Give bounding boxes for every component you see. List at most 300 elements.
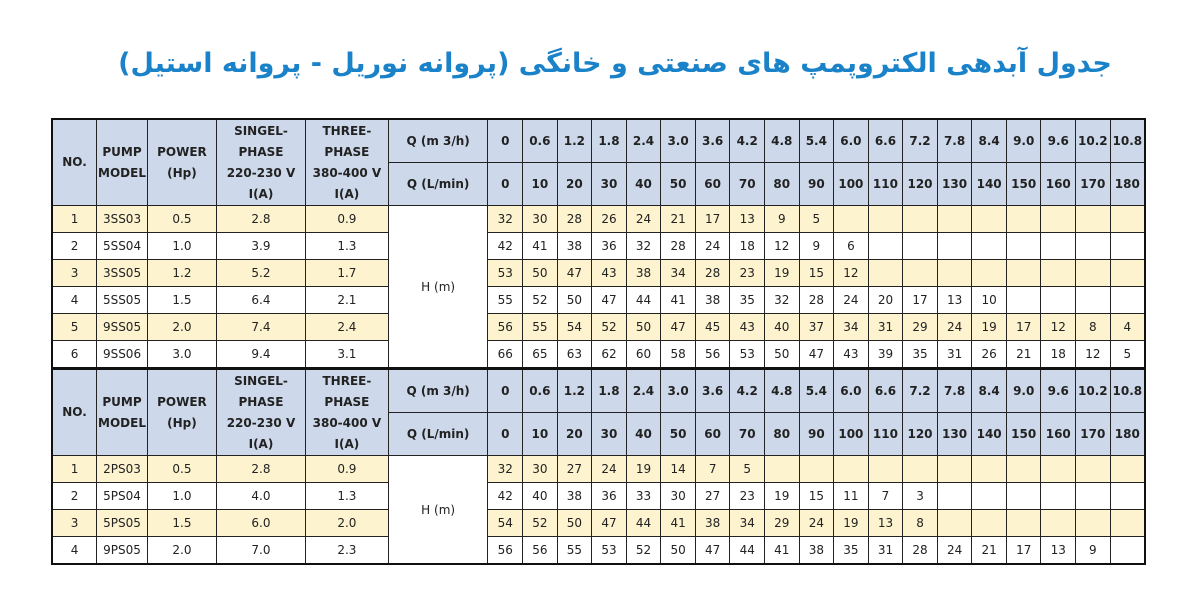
- flow-m3h-cell: 6.6: [868, 119, 903, 163]
- flow-m3h-cell: 1.2: [557, 119, 592, 163]
- flow-lmin-cell: 80: [764, 163, 799, 206]
- head-value-cell: [972, 483, 1007, 510]
- flow-lmin-cell: 60: [695, 163, 730, 206]
- head-value-cell: [972, 456, 1007, 483]
- head-value-cell: 28: [903, 537, 938, 565]
- flow-m3h-cell: 7.2: [903, 369, 938, 413]
- head-value-cell: 7: [868, 483, 903, 510]
- flow-m3h-cell: 6.6: [868, 369, 903, 413]
- flow-lmin-cell: 160: [1041, 163, 1076, 206]
- flow-m3h-cell: 6.0: [834, 369, 869, 413]
- head-value-cell: [868, 206, 903, 233]
- col-header-single-phase: [216, 119, 305, 206]
- head-value-cell: [972, 260, 1007, 287]
- flow-m3h-cell: 0: [488, 119, 523, 163]
- head-value-cell: 43: [834, 341, 869, 369]
- head-value-cell: 55: [488, 287, 523, 314]
- three-phase-current-cell: 1.7: [306, 260, 389, 287]
- head-value-cell: 5: [799, 206, 834, 233]
- col-header-line: 380-400 V: [312, 165, 382, 180]
- head-value-cell: 5: [730, 456, 765, 483]
- head-value-cell: 38: [557, 233, 592, 260]
- head-value-cell: 37: [799, 314, 834, 341]
- flow-lmin-cell: 70: [730, 163, 765, 206]
- single-phase-current-cell: 9.4: [216, 341, 305, 369]
- head-value-cell: [903, 206, 938, 233]
- head-value-cell: 8: [1076, 314, 1111, 341]
- pump-model-cell: 2PS03: [97, 456, 148, 483]
- flow-m3h-cell: 3.6: [695, 119, 730, 163]
- head-value-cell: 43: [730, 314, 765, 341]
- head-value-cell: 24: [626, 206, 661, 233]
- flow-m3h-cell: 8.4: [972, 119, 1007, 163]
- head-value-cell: 13: [730, 206, 765, 233]
- col-header-line: THREE-: [322, 373, 372, 388]
- flow-lmin-cell: 100: [834, 163, 869, 206]
- head-value-cell: 56: [695, 341, 730, 369]
- power-hp-cell: 3.0: [147, 341, 216, 369]
- head-value-cell: 8: [903, 510, 938, 537]
- head-value-cell: 65: [523, 341, 558, 369]
- flow-lmin-cell: 130: [937, 163, 972, 206]
- single-phase-current-cell: 7.4: [216, 314, 305, 341]
- power-hp-cell: 0.5: [147, 456, 216, 483]
- table-row: [52, 314, 1145, 341]
- head-value-cell: 29: [764, 510, 799, 537]
- col-header-line: 220-230 V: [226, 165, 296, 180]
- table-row: [52, 287, 1145, 314]
- head-value-cell: 14: [661, 456, 696, 483]
- head-value-cell: 41: [764, 537, 799, 565]
- head-value-cell: 26: [972, 341, 1007, 369]
- row-header-q-lmin-text: Q (L/min): [406, 426, 470, 441]
- col-header-line: PHASE: [324, 144, 370, 159]
- flow-m3h-cell: 3.0: [661, 119, 696, 163]
- head-value-cell: [1006, 206, 1041, 233]
- head-value-cell: [1110, 510, 1145, 537]
- col-header-line: I(A): [248, 186, 274, 201]
- pump-model-cell: 9SS06: [97, 341, 148, 369]
- power-hp-cell: 1.5: [147, 510, 216, 537]
- single-phase-current-cell: 6.4: [216, 287, 305, 314]
- power-hp-cell: 1.0: [147, 483, 216, 510]
- power-hp-cell: 2.0: [147, 537, 216, 565]
- head-value-cell: [1076, 510, 1111, 537]
- head-value-cell: 50: [764, 341, 799, 369]
- single-phase-current-cell: 7.0: [216, 537, 305, 565]
- flow-m3h-cell: 1.8: [592, 369, 627, 413]
- col-header-line: (Hp): [167, 165, 197, 180]
- col-header-power: [147, 369, 216, 456]
- table-row: [52, 233, 1145, 260]
- row-header-q-m3h-text: Q (m 3/h): [406, 383, 470, 398]
- head-value-cell: 53: [488, 260, 523, 287]
- flow-lmin-cell: 130: [937, 413, 972, 456]
- head-value-cell: 60: [626, 341, 661, 369]
- head-value-cell: [1041, 287, 1076, 314]
- flow-m3h-cell: 10.8: [1110, 119, 1145, 163]
- row-no-cell: 2: [52, 233, 97, 260]
- head-value-cell: [937, 510, 972, 537]
- col-header-line: PHASE: [324, 394, 370, 409]
- head-value-cell: 50: [661, 537, 696, 565]
- pump-model-cell: 5SS05: [97, 287, 148, 314]
- head-value-cell: 50: [557, 287, 592, 314]
- performance-table-ps: [51, 368, 1146, 565]
- flow-lmin-cell: 150: [1006, 163, 1041, 206]
- flow-lmin-cell: 180: [1110, 413, 1145, 456]
- flow-m3h-cell: 9.6: [1041, 369, 1076, 413]
- flow-lmin-cell: 140: [972, 163, 1007, 206]
- flow-m3h-cell: 4.2: [730, 119, 765, 163]
- col-header-line: THREE-: [322, 123, 372, 138]
- head-value-cell: [1076, 483, 1111, 510]
- head-value-cell: 41: [661, 287, 696, 314]
- head-label-text: H (m): [421, 502, 456, 517]
- flow-lmin-cell: 50: [661, 413, 696, 456]
- head-value-cell: 28: [557, 206, 592, 233]
- col-header-line: 380-400 V: [312, 415, 382, 430]
- row-no-cell: 3: [52, 260, 97, 287]
- head-value-cell: 28: [661, 233, 696, 260]
- head-value-cell: 52: [592, 314, 627, 341]
- head-value-cell: 56: [488, 314, 523, 341]
- col-header-line: MODEL: [98, 165, 146, 180]
- row-no-cell: 5: [52, 314, 97, 341]
- flow-m3h-cell: 0.6: [523, 369, 558, 413]
- flow-lmin-cell: 120: [903, 163, 938, 206]
- head-value-cell: 38: [799, 537, 834, 565]
- flow-lmin-cell: 100: [834, 413, 869, 456]
- three-phase-current-cell: 0.9: [306, 206, 389, 233]
- head-value-cell: 13: [937, 287, 972, 314]
- head-value-cell: [1076, 206, 1111, 233]
- flow-m3h-cell: 4.8: [764, 369, 799, 413]
- head-value-cell: 7: [695, 456, 730, 483]
- head-value-cell: 41: [661, 510, 696, 537]
- head-value-cell: 44: [626, 510, 661, 537]
- head-value-cell: 36: [592, 483, 627, 510]
- table-row: [52, 510, 1145, 537]
- head-value-cell: 52: [523, 287, 558, 314]
- head-value-cell: 30: [523, 456, 558, 483]
- head-value-cell: 9: [1076, 537, 1111, 565]
- head-value-cell: 44: [730, 537, 765, 565]
- head-value-cell: 24: [937, 537, 972, 565]
- flow-m3h-cell: 10.2: [1076, 119, 1111, 163]
- head-value-cell: 38: [695, 510, 730, 537]
- head-value-cell: 27: [557, 456, 592, 483]
- head-value-cell: [1076, 260, 1111, 287]
- three-phase-current-cell: 1.3: [306, 233, 389, 260]
- header-row-flow-m3h: [52, 369, 1145, 413]
- flow-lmin-cell: 70: [730, 413, 765, 456]
- flow-m3h-cell: 9.0: [1006, 369, 1041, 413]
- head-value-cell: 31: [937, 341, 972, 369]
- head-value-cell: [903, 233, 938, 260]
- head-value-cell: 9: [764, 206, 799, 233]
- head-value-cell: 13: [1041, 537, 1076, 565]
- head-value-cell: 20: [868, 287, 903, 314]
- head-value-cell: [1041, 510, 1076, 537]
- head-value-cell: 53: [730, 341, 765, 369]
- head-label-cell: [388, 456, 488, 565]
- col-header-line: PHASE: [238, 394, 284, 409]
- single-phase-current-cell: 5.2: [216, 260, 305, 287]
- head-value-cell: [1041, 233, 1076, 260]
- head-value-cell: 50: [557, 510, 592, 537]
- head-value-cell: [1110, 456, 1145, 483]
- head-value-cell: 36: [592, 233, 627, 260]
- head-value-cell: [972, 510, 1007, 537]
- head-value-cell: 11: [834, 483, 869, 510]
- head-label-cell: [388, 206, 488, 369]
- row-no-cell: 4: [52, 537, 97, 565]
- head-value-cell: [868, 260, 903, 287]
- head-value-cell: [1006, 233, 1041, 260]
- head-value-cell: [1006, 483, 1041, 510]
- head-value-cell: 32: [626, 233, 661, 260]
- head-value-cell: 9: [799, 233, 834, 260]
- head-value-cell: 35: [834, 537, 869, 565]
- pump-model-cell: 3SS05: [97, 260, 148, 287]
- flow-lmin-cell: 80: [764, 413, 799, 456]
- head-value-cell: 24: [695, 233, 730, 260]
- head-value-cell: 6: [834, 233, 869, 260]
- head-value-cell: 34: [730, 510, 765, 537]
- flow-lmin-cell: 90: [799, 413, 834, 456]
- flow-lmin-cell: 110: [868, 413, 903, 456]
- head-value-cell: [1076, 233, 1111, 260]
- flow-lmin-cell: 180: [1110, 163, 1145, 206]
- flow-m3h-cell: 4.2: [730, 369, 765, 413]
- head-value-cell: 23: [730, 483, 765, 510]
- head-value-cell: 13: [868, 510, 903, 537]
- row-no-cell: 1: [52, 456, 97, 483]
- head-value-cell: 23: [730, 260, 765, 287]
- three-phase-current-cell: 2.3: [306, 537, 389, 565]
- col-header-line: MODEL: [98, 415, 146, 430]
- head-value-cell: [1076, 456, 1111, 483]
- flow-lmin-cell: 170: [1076, 413, 1111, 456]
- flow-m3h-cell: 9.6: [1041, 119, 1076, 163]
- head-value-cell: 35: [730, 287, 765, 314]
- pump-model-cell: 3SS03: [97, 206, 148, 233]
- head-value-cell: [937, 206, 972, 233]
- flow-lmin-cell: 0: [488, 163, 523, 206]
- col-header-line: (Hp): [167, 415, 197, 430]
- head-value-cell: 56: [523, 537, 558, 565]
- head-value-cell: 58: [661, 341, 696, 369]
- head-value-cell: 34: [661, 260, 696, 287]
- head-value-cell: 21: [972, 537, 1007, 565]
- head-value-cell: 62: [592, 341, 627, 369]
- three-phase-current-cell: 2.0: [306, 510, 389, 537]
- head-value-cell: 38: [626, 260, 661, 287]
- head-value-cell: [868, 233, 903, 260]
- head-value-cell: 56: [488, 537, 523, 565]
- head-value-cell: [1110, 206, 1145, 233]
- head-value-cell: 53: [592, 537, 627, 565]
- col-header-pump-model: [97, 119, 148, 206]
- head-value-cell: 19: [972, 314, 1007, 341]
- head-value-cell: 45: [695, 314, 730, 341]
- head-value-cell: 10: [972, 287, 1007, 314]
- head-value-cell: 47: [557, 260, 592, 287]
- flow-m3h-cell: 0: [488, 369, 523, 413]
- table-row: [52, 537, 1145, 565]
- head-value-cell: 50: [523, 260, 558, 287]
- col-header-line: POWER: [157, 144, 207, 159]
- col-header-line: I(A): [334, 436, 360, 451]
- head-value-cell: [937, 260, 972, 287]
- head-value-cell: 35: [903, 341, 938, 369]
- col-header-line: SINGEL-: [234, 123, 288, 138]
- head-value-cell: [1041, 456, 1076, 483]
- head-value-cell: [1006, 287, 1041, 314]
- head-value-cell: [799, 456, 834, 483]
- header-row-flow-m3h: [52, 119, 1145, 163]
- col-header-line: I(A): [334, 186, 360, 201]
- power-hp-cell: 1.2: [147, 260, 216, 287]
- flow-m3h-cell: 7.8: [937, 369, 972, 413]
- row-header-q-lmin-text: Q (L/min): [406, 176, 470, 191]
- head-value-cell: 33: [626, 483, 661, 510]
- single-phase-current-cell: 4.0: [216, 483, 305, 510]
- flow-lmin-cell: 10: [523, 163, 558, 206]
- head-label-text: H (m): [421, 279, 456, 294]
- head-value-cell: 15: [799, 260, 834, 287]
- head-value-cell: 15: [799, 483, 834, 510]
- head-value-cell: [868, 456, 903, 483]
- col-header-line: I(A): [248, 436, 274, 451]
- head-value-cell: [764, 456, 799, 483]
- head-value-cell: 30: [661, 483, 696, 510]
- single-phase-current-cell: 2.8: [216, 206, 305, 233]
- head-value-cell: 32: [488, 206, 523, 233]
- head-value-cell: 5: [1110, 341, 1145, 369]
- row-no-cell: 1: [52, 206, 97, 233]
- head-value-cell: [1110, 260, 1145, 287]
- head-value-cell: 21: [661, 206, 696, 233]
- head-value-cell: [1041, 260, 1076, 287]
- head-value-cell: [1006, 260, 1041, 287]
- col-header-single-phase: [216, 369, 305, 456]
- head-value-cell: [834, 206, 869, 233]
- flow-m3h-cell: 9.0: [1006, 119, 1041, 163]
- flow-lmin-cell: 50: [661, 163, 696, 206]
- row-header-q-m3h-text: Q (m 3/h): [406, 133, 470, 148]
- three-phase-current-cell: 2.1: [306, 287, 389, 314]
- head-value-cell: [1041, 206, 1076, 233]
- table-row: [52, 260, 1145, 287]
- three-phase-current-cell: 0.9: [306, 456, 389, 483]
- head-value-cell: 12: [764, 233, 799, 260]
- flow-lmin-cell: 40: [626, 163, 661, 206]
- flow-m3h-cell: 0.6: [523, 119, 558, 163]
- flow-m3h-cell: 2.4: [626, 369, 661, 413]
- power-hp-cell: 0.5: [147, 206, 216, 233]
- single-phase-current-cell: 2.8: [216, 456, 305, 483]
- row-no-cell: 6: [52, 341, 97, 369]
- col-header-line: PHASE: [238, 144, 284, 159]
- flow-m3h-cell: 1.8: [592, 119, 627, 163]
- performance-table-ss: [51, 118, 1146, 369]
- flow-lmin-cell: 10: [523, 413, 558, 456]
- head-value-cell: [1041, 483, 1076, 510]
- pump-model-cell: 9SS05: [97, 314, 148, 341]
- flow-m3h-cell: 2.4: [626, 119, 661, 163]
- table-row: [52, 456, 1145, 483]
- flow-m3h-cell: 5.4: [799, 369, 834, 413]
- flow-m3h-cell: 8.4: [972, 369, 1007, 413]
- row-header-q-m3h: [388, 369, 488, 413]
- head-value-cell: 32: [488, 456, 523, 483]
- head-value-cell: 31: [868, 537, 903, 565]
- head-value-cell: 66: [488, 341, 523, 369]
- flow-m3h-cell: 7.8: [937, 119, 972, 163]
- head-value-cell: 52: [523, 510, 558, 537]
- head-value-cell: 47: [592, 287, 627, 314]
- head-value-cell: [937, 233, 972, 260]
- head-value-cell: [903, 260, 938, 287]
- head-value-cell: 32: [764, 287, 799, 314]
- head-value-cell: 19: [626, 456, 661, 483]
- flow-m3h-cell: 3.6: [695, 369, 730, 413]
- col-header-pump-model: [97, 369, 148, 456]
- head-value-cell: 3: [903, 483, 938, 510]
- row-no-cell: 4: [52, 287, 97, 314]
- head-value-cell: 17: [1006, 314, 1041, 341]
- head-value-cell: [937, 483, 972, 510]
- flow-lmin-cell: 30: [592, 413, 627, 456]
- col-header-power: [147, 119, 216, 206]
- head-value-cell: [1076, 287, 1111, 314]
- power-hp-cell: 1.5: [147, 287, 216, 314]
- col-header-line: SINGEL-: [234, 373, 288, 388]
- table-row: [52, 206, 1145, 233]
- col-header-no: [52, 369, 97, 456]
- head-value-cell: 24: [937, 314, 972, 341]
- head-value-cell: 30: [523, 206, 558, 233]
- head-value-cell: 52: [626, 537, 661, 565]
- head-value-cell: 18: [730, 233, 765, 260]
- three-phase-current-cell: 2.4: [306, 314, 389, 341]
- head-value-cell: 42: [488, 483, 523, 510]
- head-value-cell: 43: [592, 260, 627, 287]
- flow-m3h-cell: 10.8: [1110, 369, 1145, 413]
- col-header-no-text: NO.: [62, 405, 87, 419]
- head-value-cell: 50: [626, 314, 661, 341]
- head-value-cell: 54: [557, 314, 592, 341]
- col-header-line: PUMP: [102, 394, 142, 409]
- flow-lmin-cell: 30: [592, 163, 627, 206]
- head-value-cell: 19: [764, 483, 799, 510]
- head-value-cell: [1110, 233, 1145, 260]
- flow-m3h-cell: 4.8: [764, 119, 799, 163]
- head-value-cell: 40: [523, 483, 558, 510]
- flow-lmin-cell: 0: [488, 413, 523, 456]
- flow-m3h-cell: 10.2: [1076, 369, 1111, 413]
- three-phase-current-cell: 1.3: [306, 483, 389, 510]
- head-value-cell: 24: [834, 287, 869, 314]
- head-value-cell: 17: [695, 206, 730, 233]
- flow-lmin-cell: 90: [799, 163, 834, 206]
- power-hp-cell: 1.0: [147, 233, 216, 260]
- flow-lmin-cell: 160: [1041, 413, 1076, 456]
- col-header-line: POWER: [157, 394, 207, 409]
- head-value-cell: 18: [1041, 341, 1076, 369]
